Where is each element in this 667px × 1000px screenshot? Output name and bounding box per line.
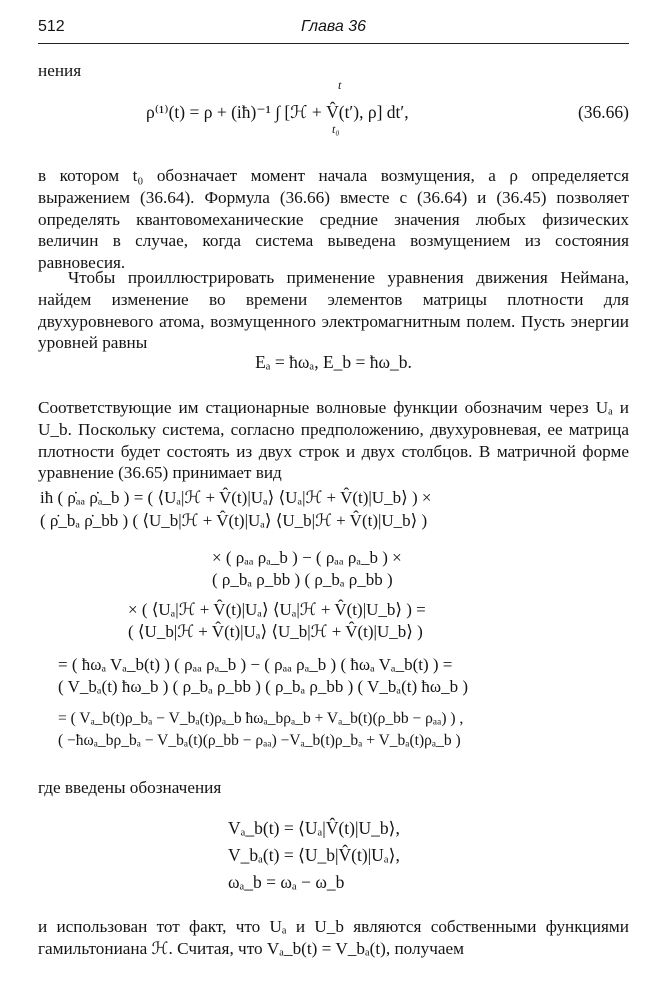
paragraph-1: в котором t₀ обозначает момент начала возмущения, а ρ определяется выражением (36.64). Формула (36.66) вместе с (36.64) и (36.45) позволяет определять квантовомеханические средние значения любых физических величин в случае, когда система выведена возмущением из состояния равновесия. — [38, 166, 629, 273]
paragraph-4: где введены обозначения — [38, 778, 222, 797]
definitions — [228, 815, 400, 896]
matrix-line-2a: × ( ρₐₐ ρₐ_b ) − ( ρₐₐ ρₐ_b ) × — [212, 548, 402, 567]
matrix-line-1b: ( ρ̇_bₐ ρ̇_bb ) ( ⟨U_b|ℋ + V̂(t)|Uₐ⟩ ⟨U_b|ℋ + V̂(t)|U_b⟩ ) — [40, 511, 428, 530]
definition-vba: V_bₐ(t) = ⟨U_b|V̂(t)|Uₐ⟩, — [228, 845, 400, 865]
matrix-line-5a: = ( Vₐ_b(t)ρ_bₐ − V_bₐ(t)ρₐ_b ħωₐ_bρₐ_b + Vₐ_b(t)(ρ_bb − ρₐₐ) ) , — [58, 710, 464, 727]
chapter-title: Глава 36 — [300, 18, 367, 35]
matrix-line-2b: ( ρ_bₐ ρ_bb ) ( ρ_bₐ ρ_bb ) — [212, 570, 393, 589]
definition-vab: Vₐ_b(t) = ⟨Uₐ|V̂(t)|U_b⟩, — [228, 818, 400, 838]
equation-number: (36.66) — [577, 102, 629, 122]
header-rule — [38, 43, 629, 44]
intro-fragment: нения — [38, 61, 82, 80]
matrix-line-4b: ( V_bₐ(t) ħω_b ) ( ρ_bₐ ρ_bb ) ( ρ_bₐ ρ_bb ) ( V_bₐ(t) ħω_b ) — [58, 677, 468, 696]
equation-36-66-formula: ρ⁽¹⁾(t) = ρ + (iħ)⁻¹ ∫ [ℋ + V̂(t′), ρ] dt′, — [146, 102, 409, 122]
matrix-line-3b: ( ⟨U_b|ℋ + V̂(t)|Uₐ⟩ ⟨U_b|ℋ + V̂(t)|U_b⟩ ) — [128, 622, 423, 641]
energy-levels: Eₐ = ħωₐ, E_b = ħω_b. — [255, 352, 412, 372]
integral-lower-limit: t₀ — [332, 122, 340, 136]
equation-36-66 — [38, 78, 629, 144]
matrix-line-1a: iħ ( ρ̇ₐₐ ρ̇ₐ_b ) = ( ⟨Uₐ|ℋ + V̂(t)|Uₐ⟩ ⟨Uₐ|ℋ + V̂(t)|U_b⟩ ) × — [40, 488, 432, 507]
matrix-line-3a: × ( ⟨Uₐ|ℋ + V̂(t)|Uₐ⟩ ⟨Uₐ|ℋ + V̂(t)|U_b⟩ ) = — [128, 600, 426, 619]
integral-upper-limit: t — [338, 78, 342, 92]
matrix-line-4a: = ( ħωₐ Vₐ_b(t) ) ( ρₐₐ ρₐ_b ) − ( ρₐₐ ρₐ_b ) ( ħωₐ Vₐ_b(t) ) = — [58, 655, 453, 674]
definition-omega-ab: ωₐ_b = ωₐ − ω_b — [228, 872, 345, 892]
matrix-line-5b: ( −ħωₐ_bρ_bₐ − V_bₐ(t)(ρ_bb − ρₐₐ) −Vₐ_b(t)ρ_bₐ + V_bₐ(t)ρₐ_b ) — [58, 732, 461, 749]
paragraph-5: и использован тот факт, что Uₐ и U_b являются собственными функциями гамильтониана ℋ. Считая, что Vₐ_b(t) = V_bₐ(t), получаем — [38, 917, 629, 958]
page-number: 512 — [38, 18, 65, 35]
paragraph-2: Чтобы проиллюстрировать применение уравнения движения Неймана, найдем изменение во времени элементов матрицы плотности для двухуровневого атома, возмущенного электромагнитным полем. Пусть энергии уровней равны — [38, 268, 629, 353]
paragraph-3: Соответствующие им стационарные волновые функции обозначим через Uₐ и U_b. Поскольку система, согласно предположению, двухуровневая, ее матрица плотности будет состоять из двух строк и двух столбцов. В матричной форме уравнение (36.65) принимает вид — [38, 398, 629, 483]
